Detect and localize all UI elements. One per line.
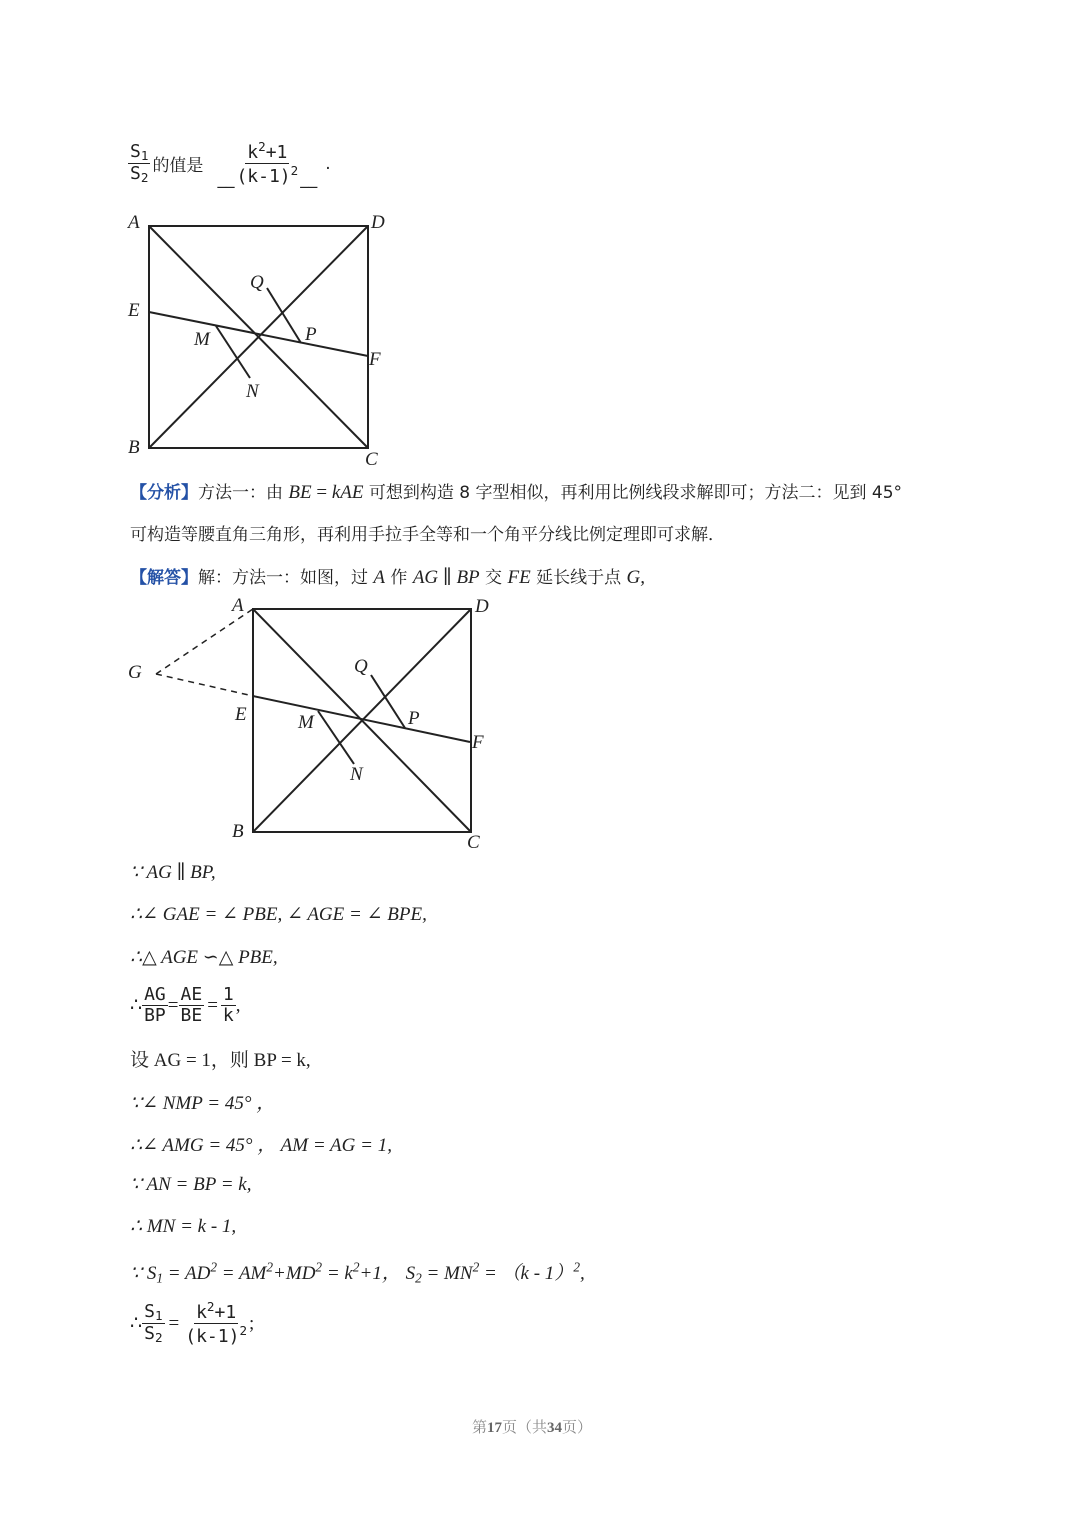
label-a: A [128,212,140,233]
label-p: P [408,708,420,729]
label-b: B [232,821,244,842]
dashed-ge [156,674,253,696]
dashed-ag [156,609,253,674]
question-line [128,139,331,190]
label-g: G [128,662,142,683]
figure-2 [120,590,500,855]
label-p: P [305,324,317,345]
fraction-1-k: $\frac{1}{k}$ [222,984,234,1026]
label-d: D [475,596,489,617]
segment-qp [267,288,301,343]
label-m: M [298,712,314,733]
page-footer: 第17页（共34页） [472,1420,593,1436]
label-n: N [350,764,363,785]
fraction-s1-s2: $\frac{S_1}{S_2}$ [144,1300,163,1345]
figure-1 [120,205,400,475]
solution-intro: 【解答】解：方法一：如图，过 A 作 AG ∥ BP 交 FE 延长线于点 G, [130,567,645,588]
fraction-result: $\frac{k^2+1}{(k-1)^2}$ [185,1299,248,1347]
step-9: ∴ MN = k - 1, [130,1216,237,1237]
label-e: E [235,704,247,725]
label-q: Q [250,272,264,293]
label-q: Q [354,656,368,677]
label-c: C [467,832,480,853]
label-m: M [194,329,210,350]
answer-fraction: $\frac{k^2+1}{(k-1)^2}$ [236,139,299,187]
step-8: ∵ AN = BP = k, [130,1174,252,1195]
label-b: B [128,437,140,458]
s1-over-s2-fraction: $\frac{S_1}{S_2}$ [130,140,149,185]
segment-mn [318,711,354,764]
solution-tag: 【解答】 [130,568,198,588]
step-5: 设 AG = 1，则 BP = k, [130,1050,311,1071]
label-f: F [472,732,484,753]
page-number: 17 [487,1420,503,1436]
fraction-ae-be: $\frac{AE}{BE}$ [180,984,203,1026]
label-f: F [369,349,381,370]
fraction-ag-bp: $\frac{AG}{BP}$ [144,984,166,1026]
step-10: ∵ $S_1 = AD^2 = AM^2+MD^2 = k^2+1$， $S_2 = MN^2 = (k - 1)^2$, [130,1259,585,1286]
step-7: ∴∠ AMG = 45° ， AM = AG = 1, [130,1135,392,1156]
line-ef [149,312,368,356]
step-4: ∴ $\frac{AG}{BP}$ = $\frac{AE}{BE}$ = $\frac{1}{k}$ , [130,984,241,1026]
period: . [325,153,331,174]
label-e: E [128,300,140,321]
answer-blank: __ $\frac{k^2+1}{(k-1)^2}$ __ [217,139,318,190]
analysis-line-2: 可构造等腰直角三角形，再利用手拉手全等和一个角平分线比例定理即可求解． [130,525,725,545]
label-c: C [365,449,378,470]
label-a: A [232,595,244,616]
step-3: ∴△ AGE ∽△ PBE, [130,947,278,968]
value-text: 的值是 [152,156,204,177]
analysis-tag: 【分析】 [130,483,198,503]
total-pages: 34 [547,1420,563,1436]
label-d: D [371,212,385,233]
line-ef [253,696,470,742]
step-11: ∴ $\frac{S_1}{S_2}$ = $\frac{k^2+1}{(k-1)^2}$ ; [130,1299,255,1347]
step-6: ∵∠ NMP = 45° ， [130,1093,276,1114]
step-1: ∵ AG ∥ BP, [130,862,216,883]
label-n: N [246,381,259,402]
step-2: ∴∠ GAE = ∠ PBE, ∠ AGE = ∠ BPE, [130,904,427,925]
analysis-line-1: 【分析】方法一：由 BE = kAE 可想到构造 8 字型相似，再利用比例线段求解即可；方法二：见到 45° [130,482,903,503]
